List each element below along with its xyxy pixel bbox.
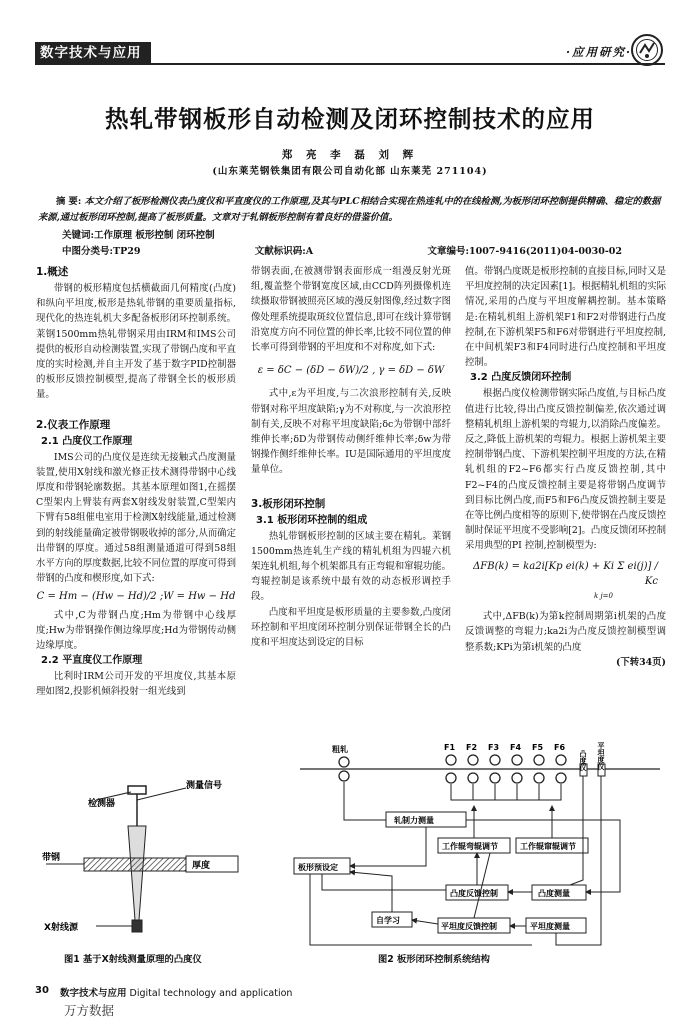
equation-crown: C = Hm − (Hw − Hd)/2 ;W = Hw − Hd: [36, 591, 236, 603]
keywords-text: 工作原理 板形控制 闭环控制: [94, 230, 215, 241]
flatness-meter-label: 平坦度仪: [597, 742, 605, 770]
article-title: 热轧带钢板形自动检测及闭环控制技术的应用: [105, 105, 595, 133]
equation-pi-text: ΔFB(k) = ka2i[Kp ei(k) + Ki Σ ei(j)] / Kc: [473, 560, 658, 587]
figure-2-diagram: [270, 740, 670, 960]
rough-mill-label: 粗轧: [332, 745, 348, 754]
paragraph-crown-feedback: 根据凸度仪检测带钢实际凸度值,与目标凸度值进行比较,得出凸度反馈控制偏差,依次通过调整精轧机组上游机架的弯辊力,以消除凸度偏差。反之,降低上游机架的弯辊力。根据上游机架主要控制带钢凸度、下游机架控制平坦度的方法,在精轧机组的F2~F6都实行凸度反馈控制,其中F2~F4的凸度反馈控制主要是将带钢凸度调节到目标比例凸度,而F5和F6凸度反馈控制主要是在等比例凸度相等的原则下,使带钢在凸度反馈控制时保证平坦度不受影响[2]。凸度反馈闭环控制采用典型的PI 控制,控制模型为:: [465, 388, 666, 552]
block-preset-text: 板形预设定: [298, 863, 338, 872]
stand-label: F5: [532, 743, 544, 752]
footer-journal-en: Digital technology and application: [129, 988, 293, 999]
stand-f6: [554, 743, 566, 783]
heading-principle: 2.仪表工作原理: [36, 418, 111, 431]
rough-roll-bottom: [339, 771, 349, 781]
paragraph-loop-2: 凸度和平坦度是板形质量的主要参数,凸度闭环控制和平坦度闭环控制分别保证带钢全长的凸度和平坦度达到设定的目标: [251, 606, 451, 649]
source-label: X射线源: [44, 923, 78, 933]
paragraph-flatness-cont: 带钢表面,在被测带钢表面形成一组漫反射光斑组,覆盖整个带钢宽度区域,由CCD阵列摄像机连续摄取带钢被照亮区域的漫反射图像,经过数字图像处理系统提取斑纹位置信息,即可在线计算带钢沿宽度方向不同位置的伸长率,比较不同位置的伸长率可得到带钢的平坦度和不对称度,如下式:: [251, 266, 451, 354]
paragraph-flatness-principle: 比利时IRM公司开发的平坦度仪,其基本原理如图2,投影机倾斜投射一组光线到: [36, 671, 236, 698]
abstract-text: 本文介绍了板形检测仪表凸度仪和平直度仪的工作原理,及其与PLC相结合实现在热连轧中的在线检测,为板形闭环控制提供精确、稳定的数据来源,通过板形闭环控制,提高了板形质量。文章对于轧钢板形控制有着良好的借鉴价值。: [38, 196, 661, 223]
block-shift-adjust-text: 工作辊窜辊调节: [520, 842, 576, 851]
column-1: [36, 264, 236, 700]
keywords: [62, 227, 215, 241]
paragraph-crown-principle: IMS公司的凸度仪是连续无接触式凸度测量装置,使用X射线和激光修正技术测得带钢中心线厚度和带钢轮廓数据。其基本原理如图1,在摇摆C型架内上臂装有两套X射线发射装置,C型架内下臂有58组催电室用于检测X射线能量,通过检测到的射线能量确定被带钢吸收掉的部分,从而确定出带钢的厚度。通过58组测量通道可得到58组水平方向的厚度数据,比较不同位置的厚度可得到带钢的凸度和楔形度,如下式:: [36, 451, 236, 585]
column-2: [251, 264, 451, 650]
flatness-meter: [597, 741, 606, 776]
heading-crown-feedback: 3.2 凸度反馈闭环控制: [470, 372, 572, 384]
paragraph-flatness-vars: 式中,ε为平坦度,与二次浪形控制有关,反映带钢对称平坦度缺陷;γ为不对称度,与一次浪形控制有关,反映不对称平坦度缺陷;δc为带钢中部纤维伸长率;δD为带钢传动侧纤维伸长率;δw为带钢操作侧纤维伸长率。IU是国际通用的平坦度度量单位。: [251, 388, 451, 476]
stand-label: F1: [444, 743, 456, 752]
abstract-label: 摘 要:: [56, 196, 82, 207]
continued-note: (下转34页): [615, 656, 666, 668]
stand-label: F3: [488, 743, 500, 752]
article-number: 文章编号:1007-9416(2011)04-0030-02: [427, 246, 622, 257]
paragraph-crown-vars: 式中,C为带钢凸度;Hm为带钢中心线厚度;Hw为带钢操作侧边缘厚度;Hd为带钢传动侧边缘厚度。: [36, 609, 236, 652]
thickness-label: 厚度: [192, 861, 211, 871]
block-bend-adjust-text: 工作辊弯辊调节: [442, 842, 498, 851]
keywords-label: 关键词:: [62, 230, 95, 241]
stand-f1: [444, 743, 456, 783]
section-label: ·应用研究·: [565, 45, 632, 59]
clc-number: 中图分类号:TP29: [62, 246, 141, 257]
paragraph-overview: 带钢的板形精度包括横截面几何精度(凸度)和纵向平坦度,板形是热轧带钢的重要质量指标,现代化的热连轧机大多配备板形闭环控制系统。莱钢1500mm热轧带钢采用由IRM和IMS公司提供的板形自动检测装置,实现了带钢凸度和平直度的实时检测,并自主开发了基于数字PID控制器的板形反馈控制模型,提高了带钢全长的板形质量。: [36, 283, 236, 401]
stand-label: F2: [466, 743, 478, 752]
stand-f5: [532, 743, 544, 783]
equation-flatness: ε = δC − (δD − δW)/2 , γ = δD − δW: [257, 365, 445, 377]
block-rolling-force-text: 轧制力测量: [394, 816, 434, 825]
affiliation: (山东莱芜钢铁集团有限公司自动化部 山东莱芜 271104): [212, 166, 488, 177]
equation-pi-control: [465, 559, 666, 605]
heading-loop-composition: 3.1 板形闭环控制的组成: [256, 514, 368, 526]
header-rule: [35, 63, 665, 65]
paragraph-pi-vars: 式中,ΔFB(k)为第k控制周期第i机架的凸度反馈调整的弯辊力;ka2i为凸度反馈控制模型调整系数;KPi为第i机架的凸度: [465, 611, 666, 653]
journal-logo-icon: [630, 33, 664, 67]
paragraph-decoupling: 值。带钢凸度既是板形控制的直接目标,同时又是平坦度控制的决定因素[1]。根据精轧机组的实际情况,采用的凸度与平坦度解耦控制。基本策略是:在精轧机组上游机架F1和F2对带钢进行凸度控制,在下游机架F5和F6对带钢进行平坦度控制,在中间机架F3和F4同时进行凸度控制和平坦度控制。: [465, 266, 666, 369]
paragraph-loop-1: 热轧带钢板形控制的区域主要在精轧。莱钢1500mm热连轧生产线的精轧机组为四辊六机架连轧机组,每个机架都具有正弯辊和窜辊功能。弯辊控制是该系统中最有效的动态板形调控手段。: [251, 530, 451, 603]
stand-f4: [510, 743, 522, 783]
rough-roll-top: [339, 757, 349, 767]
column-3: [465, 264, 666, 670]
strip-label: 带钢: [42, 853, 61, 863]
heading-crown-principle: 2.1 凸度仪工作原理: [41, 435, 133, 447]
equation-sum-limits: k j=0: [594, 592, 613, 601]
footer-journal-cn: 数字技术与应用: [60, 988, 127, 999]
figure-1-caption: 图1 基于X射线测量原理的凸度仪: [64, 954, 202, 965]
page-number: 30: [35, 985, 49, 996]
stand-f3: [488, 743, 500, 783]
detector-label: 检测器: [88, 799, 116, 809]
block-learning-text: 自学习: [376, 916, 400, 925]
figure-1-diagram: [36, 770, 256, 950]
heading-flatness-principle: 2.2 平直度仪工作原理: [41, 655, 143, 667]
article-meta: [62, 243, 622, 257]
watermark: 万方数据: [64, 1003, 115, 1018]
journal-tag: 数字技术与应用: [35, 42, 151, 64]
abstract: [38, 194, 666, 226]
figure-2-caption: 图2 板形闭环控制系统结构: [378, 954, 490, 965]
block-flatness-measure-text: 平坦度测量: [530, 922, 570, 931]
signal-label: 测量信号: [186, 781, 223, 791]
stand-label: F6: [554, 743, 566, 752]
stand-f2: [466, 743, 478, 783]
block-flatness-feedback-text: 平坦度反馈控制: [441, 922, 497, 931]
heading-closed-loop: 3.板形闭环控制: [251, 497, 326, 510]
crown-meter-label: 凸度仪: [579, 750, 587, 771]
heading-overview: 1.概述: [36, 266, 69, 278]
block-crown-feedback-text: 凸度反馈控制: [450, 889, 498, 898]
block-crown-measure-text: 凸度测量: [538, 889, 570, 898]
authors: 郑 亮 李 磊 刘 辉: [281, 149, 419, 161]
document-code: 文献标识码:A: [254, 246, 314, 257]
crown-meter: [579, 750, 588, 776]
footer-journal: [60, 985, 292, 999]
stand-label: F4: [510, 743, 522, 752]
